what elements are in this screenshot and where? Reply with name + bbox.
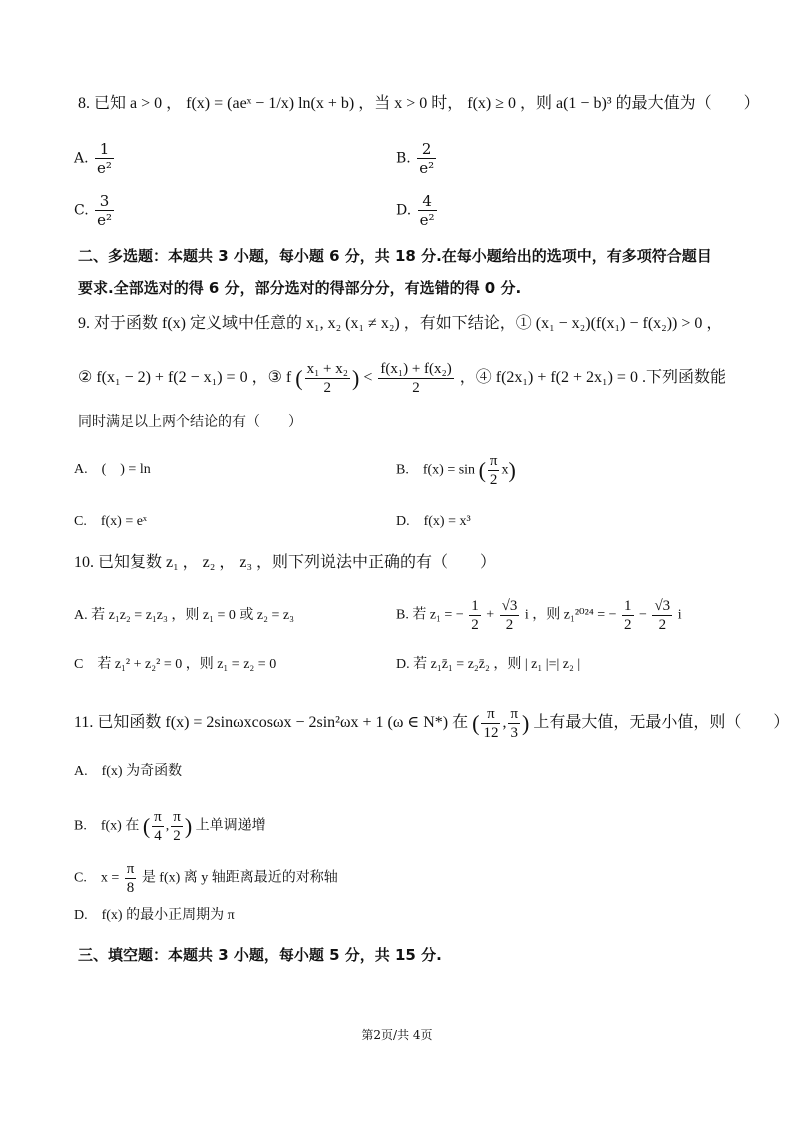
page-footer: 第2页/共 4页 [361, 1028, 433, 1042]
q9-stem-line1: 9. 对于函数 f(x) 定义域中任意的 x₁, x₂ (x₁ ≠ x₂) ，有如下结论，① (x₁ − x₂)(f(x₁) − f(x₂)) > 0 ， [78, 315, 723, 332]
q10-option-c: C 若 z₁² + z₂² = 0 ，则 z₁ = z₂ = 0 [74, 657, 277, 672]
q8-stem: 8. 已知 a > 0 ， f(x) = (aeˣ − 1/x) ln(x + b) ，当 x > 0 时， f(x) ≥ 0 ，则 a(1 − b)³ 的最大值为（ ） [78, 95, 760, 112]
q9-stem-line2: ② f(x₁ − 2) + f(2 − x₁) = 0 ，③ f ( $\frac{\text{x₁ + x₂}}{2}$ ) < $\frac{\text{f(x₁) + f(x₂)}}{2}$ ，④ f(2x₁) + f(2 + 2x₁) = 0 .下列函数能 [78, 361, 726, 396]
q9-option-b: B. f(x) = sin ( $\frac{\pi}{2}$ x) [396, 453, 516, 488]
q11-option-a: A. f(x) 为奇函数 [74, 764, 183, 779]
q10-option-a: A. 若 z₁z₂ = z₁z₃ ，则 z₁ = 0 或 z₂ = z₃ [74, 608, 294, 623]
q8-option-b-fraction: $\frac{2}{\text{e²}}$ [419, 140, 435, 177]
q9-option-d: D. f(x) = x³ [396, 514, 471, 529]
q10-option-b: B. 若 z₁ = − $\frac{1}{2}$ + $\frac{√3}{2}$ i ，则 z₁²⁰²⁴ = − $\frac{1}{2}$ − $\frac{√3}{2}$ i [396, 598, 682, 633]
section-2-heading-line1: 二、多选题：本题共 3 小题，每小题 6 分，共 18 分.在每小题给出的选项中，有多项符合题目 [78, 247, 712, 265]
q9-average-fraction: $\frac{\text{f(x₁) + f(x₂)}}{2}$ [380, 361, 452, 396]
q8-option-d: D. $\frac{4}{\text{e²}}$ [396, 192, 435, 229]
q11-option-c: C. x = $\frac{\pi}{8}$ 是 f(x) 离 y 轴距离最近的对称轴 [74, 861, 338, 896]
q10-option-d: D. 若 z₁z̄₁ = z₂z̄₂ ，则 | z₁ |=| z₂ | [396, 657, 581, 672]
q9-option-a: A. ( ) = ln [74, 462, 151, 477]
q9-option-b-fraction: $\frac{\pi}{2}$ [489, 453, 498, 488]
q8-option-d-fraction: $\frac{4}{\text{e²}}$ [419, 192, 435, 229]
q9-midpoint-fraction: $\frac{\text{x₁ + x₂}}{2}$ [306, 361, 348, 396]
q10-stem: 10. 已知复数 z₁ ， z₂ ， z₃ ，则下列说法中正确的有（ ） [74, 554, 497, 571]
q8-option-b: B. $\frac{2}{\text{e²}}$ [396, 140, 435, 177]
q8-option-c: C. $\frac{3}{\text{e²}}$ [74, 192, 113, 229]
q11-option-d: D. f(x) 的最小正周期为 π [74, 908, 235, 923]
q8-option-a-fraction: $\frac{1}{\text{e²}}$ [97, 140, 112, 177]
section-3-heading: 三、填空题：本题共 3 小题，每小题 5 分，共 15 分. [78, 946, 442, 964]
section-2-heading-line2: 要求.全部选对的得 6 分，部分选对的得部分分，有选错的得 0 分. [78, 279, 522, 297]
q11-option-b: B. f(x) 在 ( $\frac{\pi}{4}$ , $\frac{\pi}{2}$ ) 上单调递增 [74, 809, 266, 844]
q8-option-a: A. $\frac{1}{\text{e²}}$ [74, 140, 112, 177]
q9-stem-line3: 同时满足以上两个结论的有（ ） [78, 414, 302, 430]
q9-option-c: C. f(x) = eˣ [74, 514, 147, 529]
q8-option-c-fraction: $\frac{3}{\text{e²}}$ [97, 192, 113, 229]
q11-stem: 11. 已知函数 f(x) = 2sinωxcosωx − 2sin²ωx + 1 (ω ∈ N*) 在 ( $\frac{\pi}{12}$ , $\frac{\pi}{3}$ ) 上有最大值，无最小值，则（ ） [74, 706, 790, 741]
